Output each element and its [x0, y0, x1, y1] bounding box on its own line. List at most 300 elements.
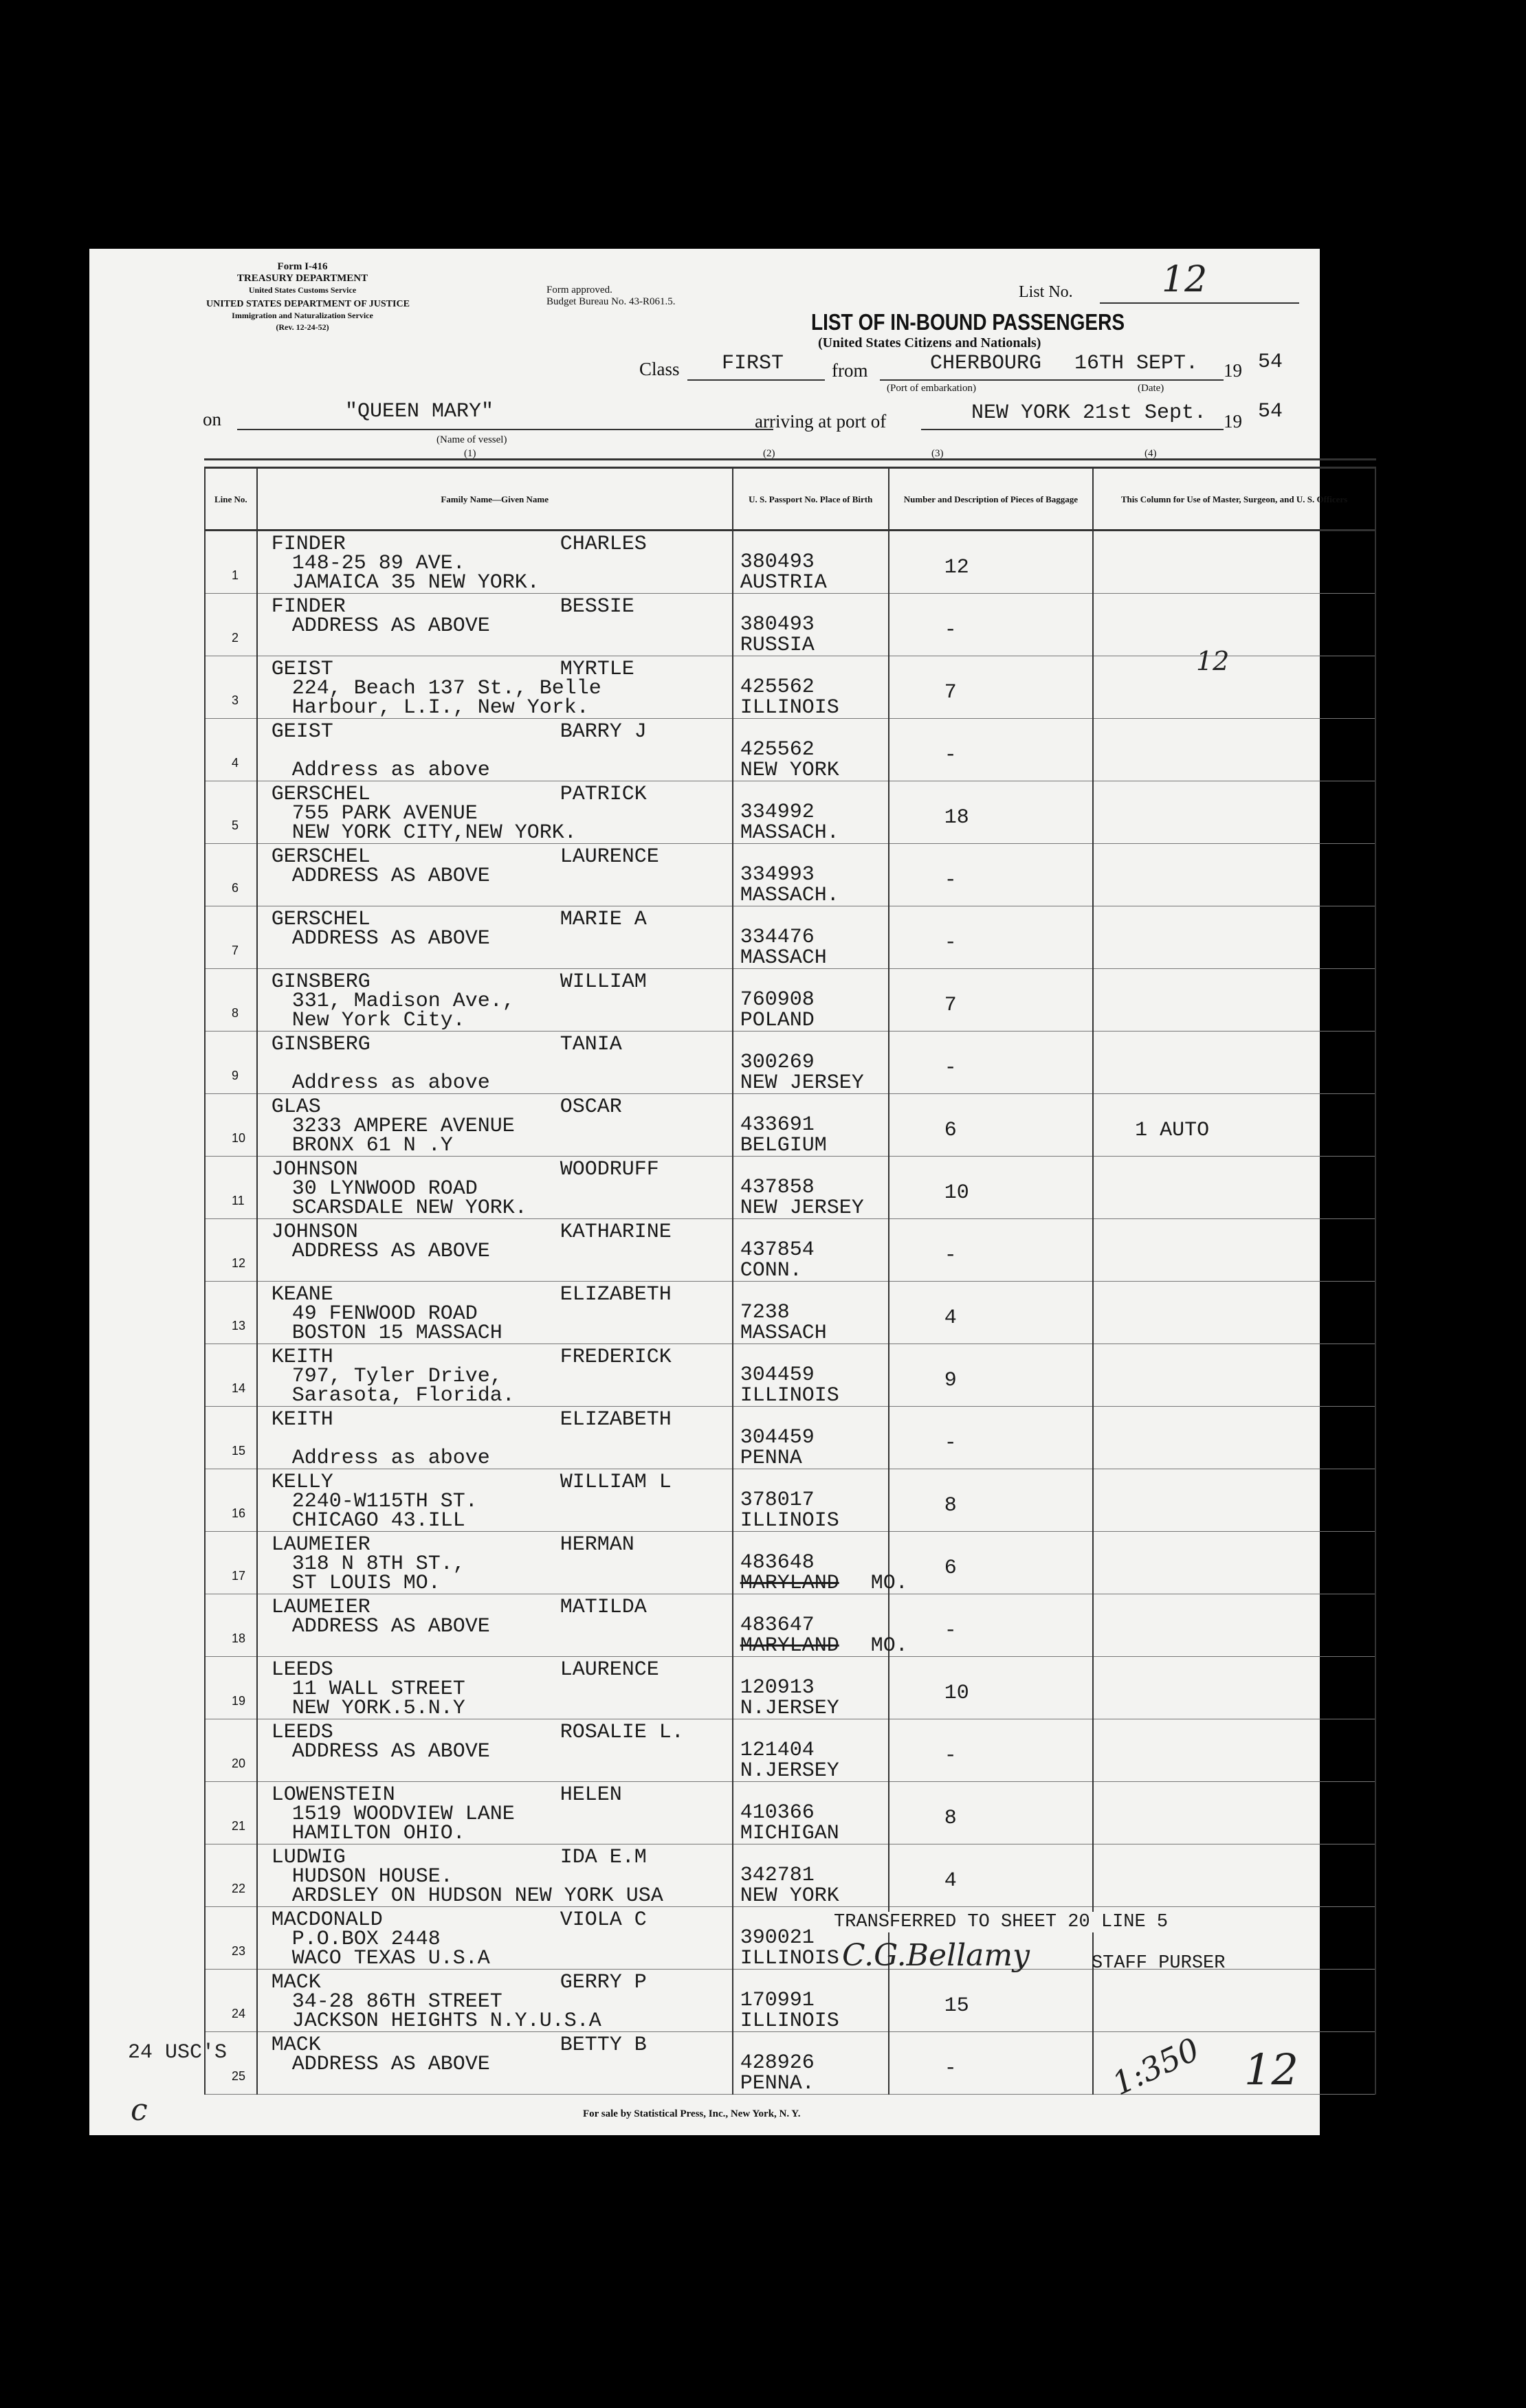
- line-cell: [205, 1719, 257, 1782]
- table-row: [205, 781, 1375, 844]
- col-header-passport: U. S. Passport No. Place of Birth: [733, 468, 889, 531]
- baggage-count: 18: [944, 806, 969, 829]
- passport-no: 425562: [740, 676, 815, 699]
- arriving-label: arriving at port of: [755, 411, 887, 432]
- place-of-birth: NEW YORK: [740, 1884, 839, 1908]
- passport-cell: [733, 1032, 889, 1094]
- address-line-1: 2240-W115TH ST.: [291, 1490, 478, 1513]
- place-of-birth: MASSACH.: [740, 821, 839, 845]
- list-no-line: [1100, 302, 1299, 304]
- line-number: 19: [232, 1694, 246, 1708]
- place-of-birth: ILLINOIS: [740, 1509, 839, 1532]
- name-cell: [257, 1469, 733, 1532]
- place-of-birth: RUSSIA: [740, 634, 815, 657]
- address-line-2: BOSTON 15 MASSACH: [291, 1322, 502, 1345]
- handwritten-total: 12: [1244, 2044, 1298, 2095]
- remarks-cell: [1093, 1657, 1375, 1719]
- given-name: ELIZABETH: [560, 1283, 672, 1306]
- address-line-2: JACKSON HEIGHTS N.Y.U.S.A: [291, 2009, 601, 2033]
- line-cell: [205, 1032, 257, 1094]
- list-no-value: 12: [1162, 259, 1208, 300]
- passport-cell: [733, 1282, 889, 1344]
- baggage-count: -: [944, 1619, 957, 1642]
- given-name: OSCAR: [560, 1095, 622, 1119]
- passport-no: 483648: [740, 1551, 815, 1574]
- table-row: [205, 1532, 1375, 1594]
- given-name: ELIZABETH: [560, 1408, 672, 1431]
- given-name: CHARLES: [560, 533, 647, 556]
- passport-no: 483647: [740, 1614, 815, 1637]
- place-of-birth: ILLINOIS: [740, 2009, 839, 2033]
- form-number: Form I-416: [277, 261, 328, 272]
- line-cell: [205, 1469, 257, 1532]
- table-row: [205, 1844, 1375, 1907]
- arrival-line: [921, 429, 1224, 430]
- remarks-cell: [1093, 1344, 1375, 1407]
- line-number: 12: [232, 1256, 246, 1270]
- passport-cell: [733, 1219, 889, 1282]
- family-name: MACK: [271, 2033, 321, 2057]
- baggage-cell: [889, 656, 1093, 719]
- table-row: [205, 1032, 1375, 1094]
- address-line-2: NEW YORK CITY,NEW YORK.: [291, 821, 577, 845]
- family-name: GINSBERG: [271, 970, 371, 994]
- passport-cell: [733, 1532, 908, 1595]
- class-label: Class: [639, 359, 680, 379]
- family-name: GERSCHEL: [271, 845, 371, 869]
- baggage-cell: [889, 1844, 1093, 1907]
- remarks-cell: [1093, 781, 1375, 844]
- birth-correction: MO.: [870, 1572, 908, 1595]
- family-name: KEITH: [271, 1346, 333, 1369]
- line-number: 10: [232, 1131, 246, 1145]
- baggage-count: 12: [944, 556, 969, 579]
- line-cell: [205, 844, 257, 906]
- place-of-birth: N.JERSEY: [740, 1759, 839, 1783]
- family-name: MACK: [271, 1971, 321, 1994]
- name-cell: [257, 656, 733, 719]
- line-cell: [205, 1094, 257, 1157]
- class-value: FIRST: [722, 352, 784, 375]
- given-name: MATILDA: [560, 1596, 647, 1619]
- arrival-year-suffix: 54: [1258, 400, 1283, 423]
- address-line-1: ADDRESS AS ABOVE: [291, 927, 490, 950]
- remarks-cell: [1093, 719, 1375, 781]
- line-cell: [205, 1532, 257, 1594]
- address-line-1: ADDRESS AS ABOVE: [291, 865, 490, 888]
- family-name: GEIST: [271, 720, 333, 744]
- family-name: LUDWIG: [271, 1846, 346, 1869]
- baggage-count: -: [944, 2057, 957, 2080]
- line-cell: [205, 1282, 257, 1344]
- line-cell: [205, 1407, 257, 1469]
- baggage-cell: [889, 594, 1093, 656]
- from-label: from: [832, 360, 868, 381]
- family-name: LAUMEIER: [271, 1533, 371, 1557]
- family-name: LEEDS: [271, 1721, 333, 1744]
- passport-no: 304459: [740, 1363, 815, 1387]
- passport-no: 380493: [740, 550, 815, 574]
- margin-note-c: c: [131, 2093, 148, 2128]
- name-cell: [257, 1344, 733, 1407]
- address-line-1: ADDRESS AS ABOVE: [291, 1615, 490, 1638]
- line-cell: [205, 781, 257, 844]
- remarks-cell: [1093, 531, 1375, 594]
- place-of-birth: MARYLAND: [740, 1572, 839, 1595]
- remarks-cell: [1093, 656, 1375, 719]
- footer-publisher: For sale by Statistical Press, Inc., New York, N. Y.: [583, 2108, 801, 2119]
- baggage-count: -: [944, 744, 957, 767]
- ins-label: Immigration and Naturalization Service: [232, 311, 373, 320]
- remarks-cell: [1093, 1282, 1375, 1344]
- line-cell: [205, 1344, 257, 1407]
- given-name: BETTY B: [560, 2033, 647, 2057]
- list-title: LIST OF IN-BOUND PASSENGERS: [811, 309, 1125, 335]
- approval-block: [546, 285, 675, 308]
- remarks-cell: [1093, 844, 1375, 906]
- remarks-cell: [1093, 1219, 1375, 1282]
- line-number: 9: [232, 1069, 239, 1082]
- table-row: [205, 719, 1375, 781]
- baggage-count: -: [944, 869, 957, 892]
- col-header-remarks: This Column for Use of Master, Surgeon, and U. S. Officers: [1093, 468, 1375, 531]
- family-name: GERSCHEL: [271, 908, 371, 931]
- table-row: [205, 969, 1375, 1032]
- table-row: [205, 1407, 1375, 1469]
- place-of-birth: ILLINOIS: [740, 1384, 839, 1407]
- col-num-3: (3): [931, 448, 944, 459]
- place-of-birth: MASSACH.: [740, 884, 839, 907]
- vessel-caption: (Name of vessel): [436, 434, 507, 445]
- revision-label: (Rev. 12-24-52): [276, 322, 329, 332]
- line-cell: [205, 1844, 257, 1907]
- line-cell: [205, 531, 257, 594]
- table-header-row: [205, 468, 1375, 531]
- family-name: KELLY: [271, 1471, 333, 1494]
- remark-text: 1 AUTO: [1135, 1119, 1210, 1142]
- family-name: GEIST: [271, 658, 333, 681]
- family-name: FINDER: [271, 533, 346, 556]
- passport-no: 170991: [740, 1989, 815, 2012]
- name-cell: [257, 1844, 733, 1907]
- family-name: LOWENSTEIN: [271, 1783, 395, 1807]
- table-row: [205, 1094, 1375, 1157]
- address-line-2: Address as above: [291, 1071, 490, 1095]
- passport-no: 378017: [740, 1489, 815, 1512]
- place-of-birth: MASSACH: [740, 1322, 827, 1345]
- family-name: FINDER: [271, 595, 346, 618]
- col-header-line: Line No.: [205, 468, 257, 531]
- name-cell: [257, 1907, 733, 1970]
- baggage-count: 15: [944, 1994, 969, 2018]
- line-cell: [205, 906, 257, 969]
- customs-label: United States Customs Service: [248, 285, 357, 295]
- passport-cell: [733, 1594, 908, 1658]
- baggage-count: -: [944, 1431, 957, 1455]
- baggage-cell: [889, 1970, 1093, 2032]
- line-number: 16: [232, 1506, 246, 1520]
- remarks-cell: [1093, 1407, 1375, 1469]
- passport-no: 342781: [740, 1864, 815, 1887]
- table-row: [205, 531, 1375, 594]
- line-number: 17: [232, 1569, 246, 1583]
- given-name: MARIE A: [560, 908, 647, 931]
- baggage-cell: [889, 1219, 1093, 1282]
- address-line-1: ADDRESS AS ABOVE: [291, 1240, 490, 1263]
- address-line-1: HUDSON HOUSE.: [291, 1865, 453, 1888]
- passport-no: 380493: [740, 613, 815, 636]
- passport-cell: [733, 1094, 889, 1157]
- name-cell: [257, 1594, 733, 1657]
- address-line-1: 3233 AMPERE AVENUE: [291, 1115, 515, 1138]
- passport-no: 390021: [740, 1926, 815, 1950]
- family-name: GINSBERG: [271, 1033, 371, 1056]
- class-line: [687, 379, 825, 381]
- address-line-1: ADDRESS AS ABOVE: [291, 614, 490, 638]
- address-line-2: HAMILTON OHIO.: [291, 1822, 465, 1845]
- given-name: BARRY J: [560, 720, 647, 744]
- port-embarkation-caption: (Port of embarkation): [887, 383, 976, 394]
- family-name: JOHNSON: [271, 1158, 358, 1181]
- table-row: [205, 1157, 1375, 1219]
- passport-no: 433691: [740, 1113, 815, 1137]
- address-line-1: 34-28 86TH STREET: [291, 1990, 502, 2014]
- remarks-cell: [1093, 906, 1375, 969]
- address-line-1: 148-25 89 AVE.: [291, 552, 465, 575]
- place-of-birth: NEW JERSEY: [740, 1196, 864, 1220]
- baggage-cell: [889, 969, 1093, 1032]
- remarks-cell: [1093, 1094, 1375, 1157]
- family-name: LAUMEIER: [271, 1596, 371, 1619]
- treasury-label: TREASURY DEPARTMENT: [236, 273, 368, 284]
- baggage-count: 9: [944, 1369, 957, 1392]
- line-number: 14: [232, 1381, 246, 1395]
- baggage-cell: [889, 1407, 1093, 1469]
- table-row: [205, 1719, 1375, 1782]
- family-name: LEEDS: [271, 1658, 333, 1682]
- year-prefix: 19: [1224, 360, 1242, 381]
- line-cell: [205, 1657, 257, 1719]
- line-cell: [205, 1157, 257, 1219]
- name-cell: [257, 594, 733, 656]
- address-line-2: Address as above: [291, 759, 490, 782]
- from-value: CHERBOURG: [930, 352, 1042, 375]
- baggage-cell: [889, 1594, 1093, 1657]
- place-of-birth: NEW YORK: [740, 759, 839, 782]
- passenger-table: [204, 467, 1376, 2095]
- line-cell: [205, 1219, 257, 1282]
- remarks-cell: [1093, 1157, 1375, 1219]
- on-label: on: [203, 409, 221, 430]
- passport-no: 428926: [740, 2051, 815, 2075]
- address-line-2: SCARSDALE NEW YORK.: [291, 1196, 527, 1220]
- passport-cell: [733, 1344, 889, 1407]
- col-num-4: (4): [1144, 448, 1157, 459]
- place-of-birth: AUSTRIA: [740, 571, 827, 594]
- name-cell: [257, 1094, 733, 1157]
- baggage-count: -: [944, 1244, 957, 1267]
- remarks-cell: [1093, 1532, 1375, 1594]
- line-cell: [205, 594, 257, 656]
- address-line-2: Address as above: [291, 1447, 490, 1470]
- baggage-cell: [889, 1657, 1093, 1719]
- departure-date: 16TH SEPT.: [1074, 352, 1199, 375]
- name-cell: [257, 531, 733, 594]
- address-line-2: Sarasota, Florida.: [291, 1384, 515, 1407]
- passport-cell: [733, 1844, 889, 1907]
- address-line-1: 1519 WOODVIEW LANE: [291, 1803, 515, 1826]
- passport-no: 334993: [740, 863, 815, 887]
- passport-cell: [733, 906, 889, 969]
- baggage-count: 8: [944, 1494, 957, 1517]
- line-number: 25: [232, 2069, 246, 2083]
- list-subtitle: (United States Citizens and Nationals): [818, 335, 1041, 350]
- header-rule: [204, 458, 1376, 460]
- address-line-2: BRONX 61 N .Y: [291, 1134, 453, 1157]
- baggage-count: -: [944, 618, 957, 642]
- line-number: 2: [232, 631, 239, 645]
- passport-cell: [733, 2032, 889, 2095]
- passport-no: 304459: [740, 1426, 815, 1449]
- remarks-cell: [1093, 1032, 1375, 1094]
- baggage-count: 7: [944, 681, 957, 704]
- from-line: [880, 379, 1224, 381]
- passport-cell: [733, 1719, 889, 1782]
- passport-cell: [733, 1157, 889, 1219]
- passport-no: 334476: [740, 926, 815, 949]
- name-cell: [257, 2032, 733, 2095]
- passport-no: 760908: [740, 988, 815, 1012]
- remark-12-handwritten: 12: [1196, 646, 1230, 676]
- baggage-cell: [889, 1469, 1093, 1532]
- baggage-cell: [889, 1157, 1093, 1219]
- passport-no: 334992: [740, 801, 815, 824]
- budget-bureau-no: Budget Bureau No. 43-R061.5.: [546, 296, 676, 307]
- place-of-birth: ILLINOIS: [740, 1947, 839, 1970]
- address-line-1: 30 LYNWOOD ROAD: [291, 1177, 478, 1201]
- table-row: [205, 1469, 1375, 1532]
- line-number: 1: [232, 568, 239, 582]
- passport-no: 410366: [740, 1801, 815, 1825]
- baggage-count: 10: [944, 1181, 969, 1205]
- given-name: GERRY P: [560, 1971, 647, 1994]
- passport-cell: [733, 1407, 889, 1469]
- given-name: TANIA: [560, 1033, 622, 1056]
- line-cell: [205, 1782, 257, 1844]
- address-line-1: 11 WALL STREET: [291, 1677, 465, 1701]
- list-no-label: List No.: [1019, 283, 1073, 301]
- col-header-name: Family Name—Given Name: [257, 468, 733, 531]
- form-approved: Form approved.: [546, 285, 612, 296]
- given-name: MYRTLE: [560, 658, 634, 681]
- line-cell: [205, 719, 257, 781]
- year-suffix: 54: [1258, 350, 1283, 374]
- remarks-cell: [1093, 1970, 1375, 2032]
- address-line-1: ADDRESS AS ABOVE: [291, 1740, 490, 1763]
- given-name: BESSIE: [560, 595, 634, 618]
- passport-cell: [733, 1469, 889, 1532]
- given-name: ROSALIE L.: [560, 1721, 684, 1744]
- given-name: VIOLA C: [560, 1908, 647, 1932]
- address-line-2: JAMAICA 35 NEW YORK.: [291, 571, 540, 594]
- address-line-2: Harbour, L.I., New York.: [291, 696, 589, 720]
- table-row: [205, 844, 1375, 906]
- name-cell: [257, 1282, 733, 1344]
- name-cell: [257, 844, 733, 906]
- baggage-count: -: [944, 931, 957, 955]
- given-name: IDA E.M: [560, 1846, 647, 1869]
- baggage-cell: [889, 1282, 1093, 1344]
- passport-no: 300269: [740, 1051, 815, 1074]
- baggage-count: 10: [944, 1682, 969, 1705]
- justice-label: UNITED STATES DEPARTMENT OF JUSTICE: [206, 299, 410, 309]
- address-line-1: 755 PARK AVENUE: [291, 802, 478, 825]
- remarks-cell: [1093, 1469, 1375, 1532]
- line-number: 7: [232, 944, 239, 957]
- given-name: FREDERICK: [560, 1346, 672, 1369]
- baggage-cell: [889, 1344, 1093, 1407]
- passport-cell: [733, 1657, 889, 1719]
- baggage-cell: [889, 1719, 1093, 1782]
- line-cell: [205, 656, 257, 719]
- vessel-line: [237, 429, 773, 430]
- address-line-1: P.O.BOX 2448: [291, 1928, 441, 1951]
- passport-no: 120913: [740, 1676, 815, 1699]
- name-cell: [257, 1970, 733, 2032]
- baggage-cell: [889, 906, 1093, 969]
- line-number: 4: [232, 756, 239, 770]
- passport-cell: [733, 969, 889, 1032]
- place-of-birth: PENNA.: [740, 2072, 815, 2095]
- arrival-year-prefix: 19: [1224, 411, 1242, 432]
- name-cell: [257, 969, 733, 1032]
- passport-cell: [733, 656, 889, 719]
- line-cell: [205, 969, 257, 1032]
- baggage-cell: [889, 531, 1093, 594]
- line-number: 24: [232, 2007, 246, 2020]
- given-name: KATHARINE: [560, 1220, 672, 1244]
- baggage-count: 4: [944, 1306, 957, 1330]
- passport-cell: [733, 594, 889, 656]
- line-number: 22: [232, 1882, 246, 1895]
- col-num-1: (1): [464, 448, 476, 459]
- line-cell: [205, 1970, 257, 2032]
- table-row: [205, 1970, 1375, 2032]
- passport-cell: [733, 844, 889, 906]
- family-name: KEANE: [271, 1283, 333, 1306]
- address-line-2: New York City.: [291, 1009, 465, 1032]
- form-agency-header: [206, 261, 399, 296]
- passport-no: 7238: [740, 1301, 790, 1324]
- passport-cell: [733, 719, 889, 781]
- address-line-1: 331, Madison Ave.,: [291, 990, 515, 1013]
- col-header-baggage: Number and Description of Pieces of Baggage: [889, 468, 1093, 531]
- given-name: HELEN: [560, 1783, 622, 1807]
- justice-header: [206, 298, 410, 333]
- baggage-count: 8: [944, 1807, 957, 1830]
- address-line-1: 224, Beach 137 St., Belle: [291, 677, 601, 700]
- passport-no: 425562: [740, 738, 815, 761]
- given-name: LAURENCE: [560, 1658, 659, 1682]
- table-row: [205, 1657, 1375, 1719]
- place-of-birth: PENNA: [740, 1447, 802, 1470]
- place-of-birth: MASSACH: [740, 946, 827, 970]
- line-cell: [205, 1594, 257, 1657]
- table-row: [205, 906, 1375, 969]
- given-name: PATRICK: [560, 783, 647, 806]
- line-cell: [205, 1907, 257, 1970]
- address-line-1: 797, Tyler Drive,: [291, 1365, 502, 1388]
